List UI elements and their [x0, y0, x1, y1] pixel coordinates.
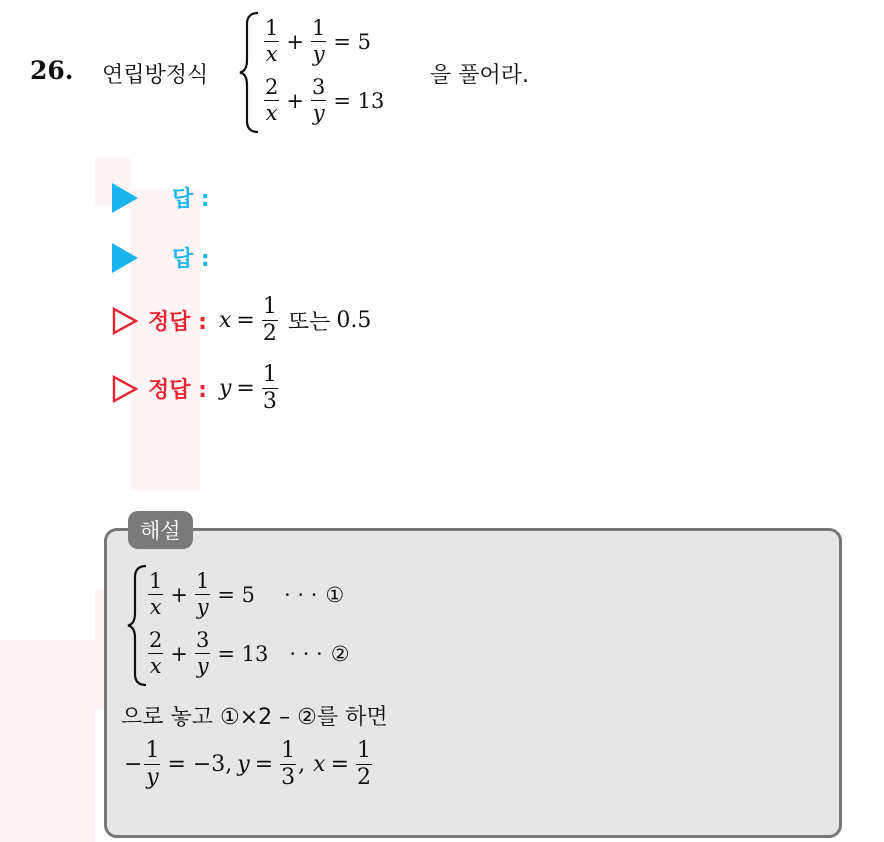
fraction: $\frac{1}{y}$	[195, 569, 210, 619]
fraction: $\frac{1}{3}$	[262, 362, 277, 414]
correct-answer-row-x	[112, 296, 371, 345]
fraction: $\frac{1}{y}$	[311, 16, 326, 66]
correct-label: 정답 :	[148, 310, 207, 335]
answer-row	[112, 242, 210, 273]
fraction: $\frac{1}{2}$	[262, 294, 277, 346]
fraction: $\frac{2}{x}$	[149, 628, 163, 678]
fraction: $\frac{2}{x}$	[265, 75, 279, 125]
fraction: $\frac{1}{y}$	[145, 738, 160, 790]
fraction: $\frac{1}{3}$	[281, 738, 296, 790]
solution-equation-1: $\frac{1}{x}$ + $\frac{1}{y}$ = 5 · · · ①	[149, 569, 345, 619]
solution-tag: 해설	[128, 511, 193, 549]
question-tail-text: 을 풀어라.	[430, 63, 529, 88]
fraction: $\frac{1}{2}$	[357, 738, 372, 790]
equation-2: $\frac{2}{x}$ + $\frac{3}{y}$ = 13	[265, 75, 385, 125]
correct-answer-x: x = $\frac{1}{2}$ 또는 0.5	[218, 294, 372, 346]
play-triangle-icon	[112, 243, 138, 273]
fraction: $\frac{1}{x}$	[265, 16, 279, 66]
question-lead-text: 연립방정식	[102, 63, 209, 88]
left-brace-icon	[238, 10, 262, 135]
correct-label: 정답 :	[148, 378, 207, 403]
fraction: $\frac{3}{y}$	[195, 628, 210, 678]
correct-answer-row-y	[112, 364, 280, 413]
outline-triangle-icon	[112, 307, 138, 335]
solution-result: − $\frac{1}{y}$ = −3, y = $\frac{1}{3}$ , x = $\frac{1}{2}$	[124, 738, 372, 790]
background-tint	[0, 640, 95, 842]
equation-1: $\frac{1}{x}$ + $\frac{1}{y}$ = 5	[265, 16, 371, 66]
play-triangle-icon	[112, 183, 138, 213]
circled-number-2: ②	[330, 641, 350, 666]
fraction: $\frac{1}{x}$	[149, 569, 163, 619]
correct-answer-y: y = $\frac{1}{3}$	[218, 362, 277, 414]
question-number: 26.	[30, 56, 74, 85]
circled-number-1: ①	[325, 582, 345, 607]
answer-row	[112, 182, 210, 213]
fraction: $\frac{3}{y}$	[311, 75, 326, 125]
solution-equation-2: $\frac{2}{x}$ + $\frac{3}{y}$ = 13 · · · ②	[149, 628, 350, 678]
answer-label: 답 :	[172, 187, 210, 212]
outline-triangle-icon	[112, 375, 138, 403]
answer-label: 답 :	[172, 247, 210, 272]
solution-text: 으로 놓고 ①×2 – ②를 하면	[121, 705, 388, 730]
